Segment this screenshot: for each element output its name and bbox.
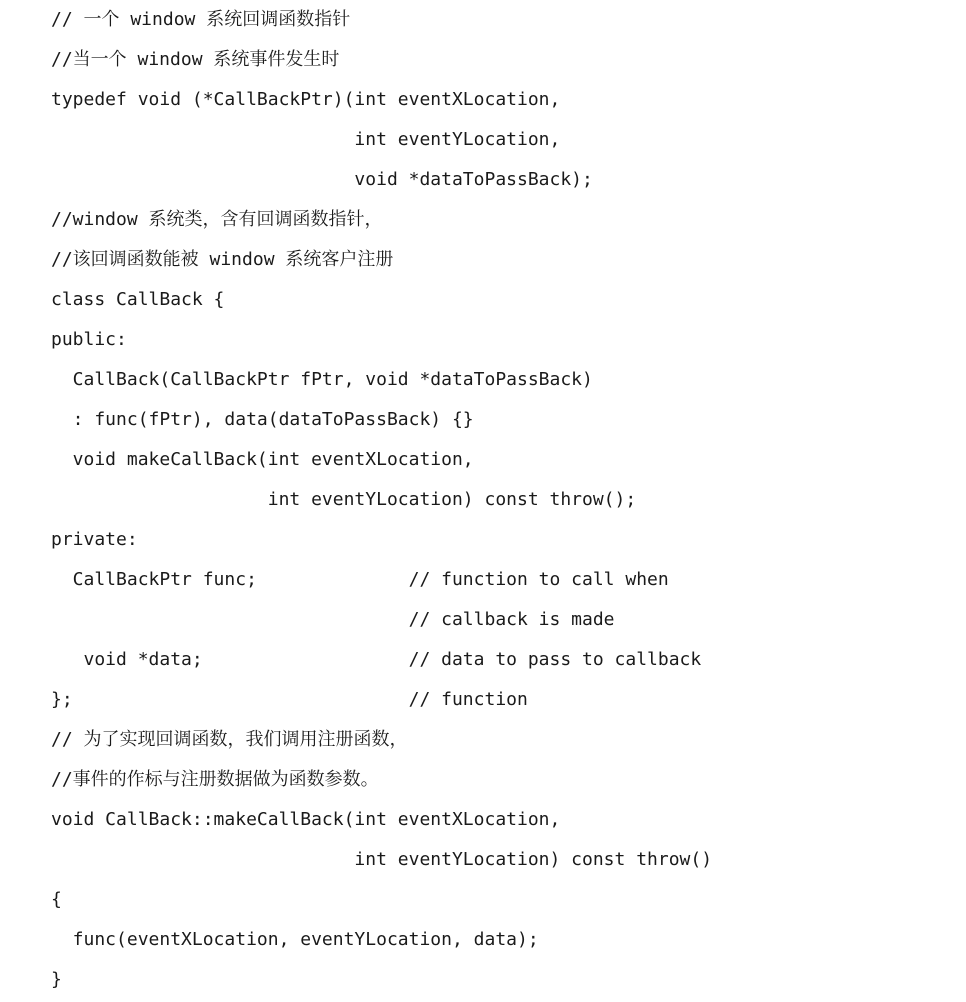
code-line: void CallBack::makeCallBack(int eventXLocation, <box>51 809 561 830</box>
code-line: class CallBack { <box>51 289 225 310</box>
code-line: func(eventXLocation, eventYLocation, data); <box>51 929 539 950</box>
code-line: //事件的作标与注册数据做为函数参数。 <box>51 769 379 790</box>
code-line: private: <box>51 529 138 550</box>
code-line: //window 系统类，含有回调函数指针， <box>51 209 383 230</box>
code-line: void *dataToPassBack); <box>51 169 593 190</box>
code-line: typedef void (*CallBackPtr)(int eventXLocation, <box>51 89 561 110</box>
code-line: int eventYLocation) const throw() <box>51 849 713 870</box>
code-line: { <box>51 889 62 910</box>
code-line: CallBack(CallBackPtr fPtr, void *dataToPassBack) <box>51 369 593 390</box>
code-line: void *data; // data to pass to callback <box>51 649 702 670</box>
code-line: // 一个 window 系统回调函数指针 <box>51 9 351 30</box>
code-line: } <box>51 969 62 990</box>
code-line: }; // function <box>51 689 528 710</box>
code-line: // callback is made <box>51 609 615 630</box>
code-line: int eventYLocation, <box>51 129 561 150</box>
code-line: void makeCallBack(int eventXLocation, <box>51 449 474 470</box>
code-line: //该回调函数能被 window 系统客户注册 <box>51 249 394 270</box>
code-line: CallBackPtr func; // function to call when <box>51 569 669 590</box>
code-line: public: <box>51 329 127 350</box>
code-line: //当一个 window 系统事件发生时 <box>51 49 340 70</box>
code-line: // 为了实现回调函数，我们调用注册函数， <box>51 729 408 750</box>
code-line: int eventYLocation) const throw(); <box>51 489 637 510</box>
code-line: : func(fPtr), data(dataToPassBack) {} <box>51 409 474 430</box>
